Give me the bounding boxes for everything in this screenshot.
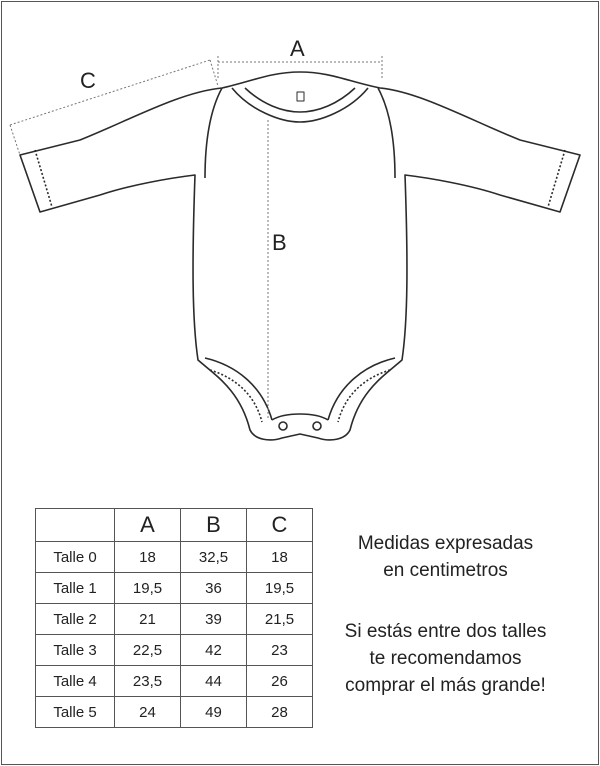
cell-b: 32,5 (181, 542, 247, 573)
recommendation-line: te recomendamos (369, 648, 522, 669)
recommendation-line: Si estás entre dos talles (344, 621, 547, 642)
cell-a: 19,5 (115, 573, 181, 604)
row-label: Talle 4 (36, 666, 115, 697)
recommendation-note (318, 618, 573, 699)
label-b: B (272, 230, 287, 255)
cell-c: 28 (247, 697, 313, 728)
column-header: C (247, 509, 313, 542)
cell-c: 21,5 (247, 604, 313, 635)
right-cuff (548, 150, 565, 207)
cell-b: 42 (181, 635, 247, 666)
table-row (36, 635, 313, 666)
row-label: Talle 0 (36, 542, 115, 573)
cell-c: 19,5 (247, 573, 313, 604)
cell-a: 24 (115, 697, 181, 728)
units-note-line: en centimetros (383, 560, 508, 581)
cell-b: 44 (181, 666, 247, 697)
measure-c-line (10, 60, 218, 155)
units-note (318, 530, 573, 584)
cell-a: 22,5 (115, 635, 181, 666)
cell-a: 18 (115, 542, 181, 573)
label-c: C (80, 68, 96, 93)
neckline-outer (232, 88, 368, 122)
cell-c: 26 (247, 666, 313, 697)
right-leg-opening (328, 358, 395, 420)
cell-c: 18 (247, 542, 313, 573)
right-sleeve-seam (378, 88, 395, 178)
cell-b: 39 (181, 604, 247, 635)
row-label: Talle 1 (36, 573, 115, 604)
table-header-row (36, 509, 313, 542)
row-label: Talle 5 (36, 697, 115, 728)
row-label: Talle 3 (36, 635, 115, 666)
size-table (35, 508, 313, 728)
bodysuit-outline (20, 72, 580, 440)
table-row (36, 604, 313, 635)
crotch-flap (272, 414, 328, 420)
recommendation-line: comprar el más grande! (345, 675, 546, 696)
snap-right (313, 422, 321, 430)
cell-a: 21 (115, 604, 181, 635)
label-a: A (290, 36, 305, 61)
row-label: Talle 2 (36, 604, 115, 635)
table-corner (36, 509, 115, 542)
column-header: A (115, 509, 181, 542)
table-row (36, 666, 313, 697)
units-note-line: Medidas expresadas (357, 533, 534, 554)
column-header: B (181, 509, 247, 542)
cell-a: 23,5 (115, 666, 181, 697)
cell-c: 23 (247, 635, 313, 666)
left-sleeve-seam (205, 88, 222, 178)
table-row (36, 697, 313, 728)
table-row (36, 542, 313, 573)
neck-tag (297, 92, 304, 101)
cell-b: 36 (181, 573, 247, 604)
cell-b: 49 (181, 697, 247, 728)
left-cuff (35, 150, 52, 207)
snap-left (279, 422, 287, 430)
table-row (36, 573, 313, 604)
left-leg-opening (205, 358, 272, 420)
